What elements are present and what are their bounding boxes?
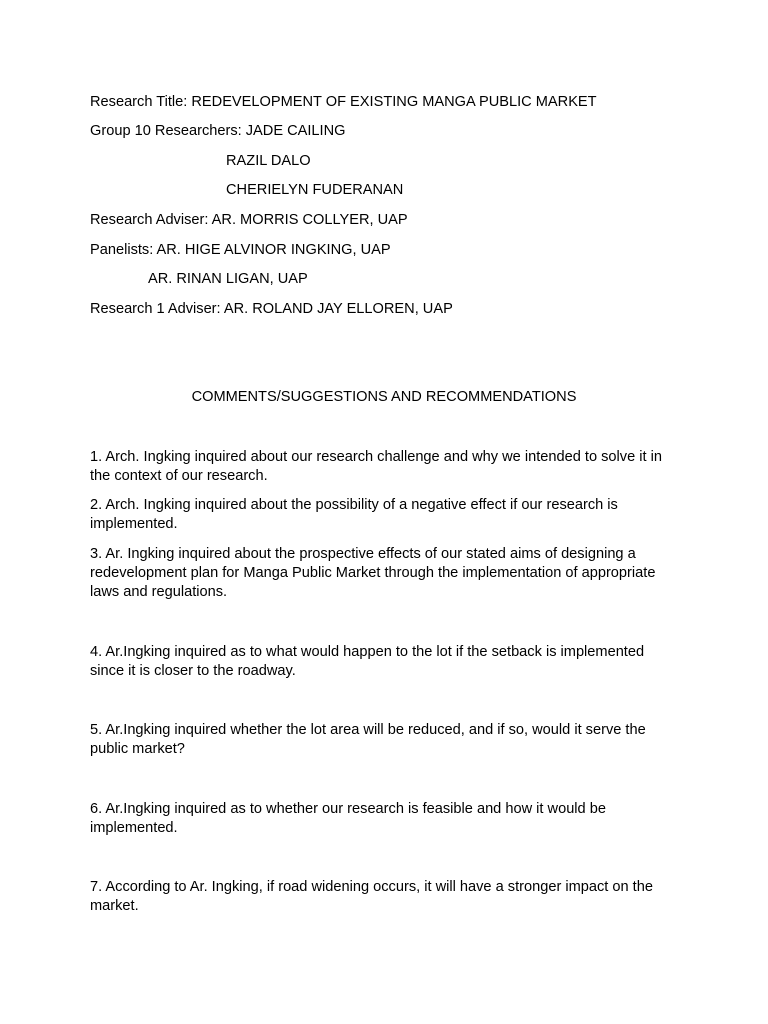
comment-item: 1. Arch. Ingking inquired about our research challenge and why we intended to solve it in the context of our research. [90, 449, 662, 484]
researcher-name: RAZIL DALO [226, 153, 311, 169]
research1-adviser-line: Research 1 Adviser: AR. ROLAND JAY ELLOREN, UAP [90, 301, 453, 317]
research-title: Research Title: REDEVELOPMENT OF EXISTING MANGA PUBLIC MARKET [90, 94, 597, 110]
comment-item: 2. Arch. Ingking inquired about the possibility of a negative effect if our research is implemented. [90, 497, 618, 532]
comment-item: 3. Ar. Ingking inquired about the prospective effects of our stated aims of designing a redevelopment plan for Manga Public Market through the implementation of appropriate laws and regulations. [90, 546, 656, 600]
panelists-line: Panelists: AR. HIGE ALVINOR INGKING, UAP [90, 242, 391, 258]
comment-item: 7. According to Ar. Ingking, if road widening occurs, it will have a stronger impact on the market. [90, 879, 653, 914]
panelist-name: AR. RINAN LIGAN, UAP [148, 271, 308, 287]
comment-item: 4. Ar.Ingking inquired as to what would happen to the lot if the setback is implemented since it is closer to the roadway. [90, 644, 645, 679]
group-researchers-line: Group 10 Researchers: JADE CAILING [90, 123, 346, 139]
research-adviser-line: Research Adviser: AR. MORRIS COLLYER, UAP [90, 212, 408, 228]
section-heading: COMMENTS/SUGGESTIONS AND RECOMMENDATIONS [191, 389, 577, 405]
comment-item: 6. Ar.Ingking inquired as to whether our research is feasible and how it would be implemented. [90, 801, 606, 836]
comment-item: 5. Ar.Ingking inquired whether the lot area will be reduced, and if so, would it serve the public market? [90, 722, 646, 757]
researcher-name: CHERIELYN FUDERANAN [226, 182, 404, 198]
